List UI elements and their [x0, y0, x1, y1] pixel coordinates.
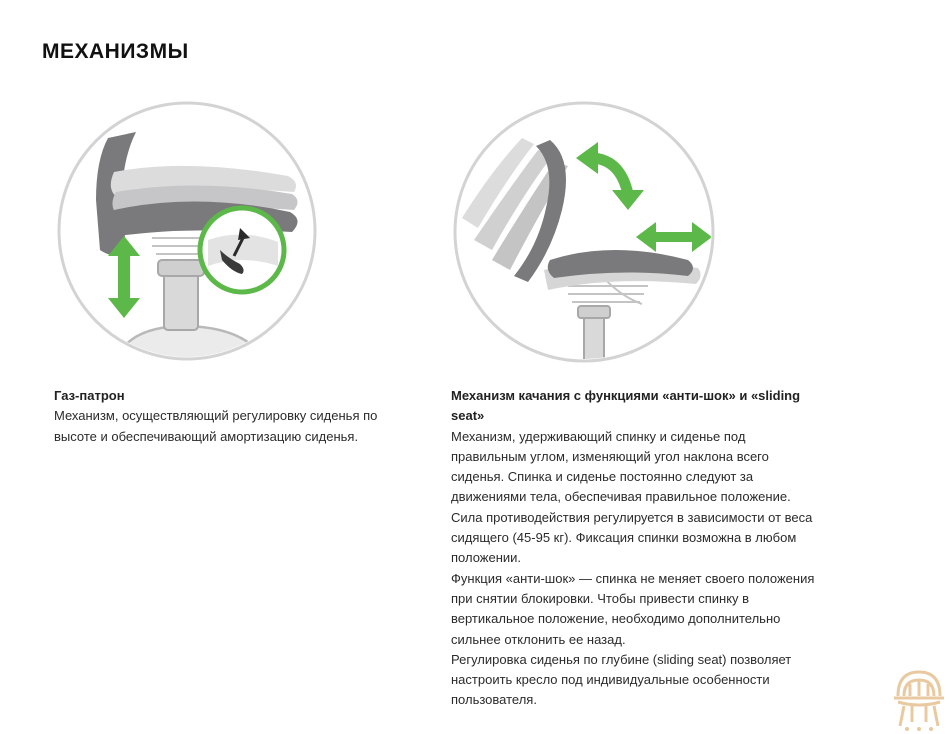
tilt-paragraph-3: Регулировка сиденья по глубине (sliding seat) позволяет настроить кресло под индивидуальные особенности пользователя.	[451, 651, 792, 708]
tilt-heading: Механизм качания с функциями «анти-шок» и «sliding seat»	[451, 388, 801, 424]
gas-lift-description	[54, 386, 414, 447]
tilt-mechanism-chair-illustration	[452, 100, 716, 364]
page-title: МЕХАНИЗМЫ	[42, 40, 189, 63]
tilt-paragraph-2: Функция «анти-шок» — спинка не меняет своего положения при снятии блокировки. Чтобы привести спинку в вертикальное положение, необходимо дополнительно сильнее отклонить ее назад.	[451, 570, 815, 647]
gas-lift-chair-illustration	[56, 100, 318, 362]
tilt-paragraph-1: Механизм, удерживающий спинку и сиденье под правильным углом, изменяющий угол наклона всего сиденья. Спинка и сиденье постоянно следуют за движениями тела, обеспечивая правильное положение. Сила противодействия регулируется в зависимости от веса сидящего (45-95 кг). Фиксация спинки возможна в любом положении.	[451, 428, 813, 566]
tilt-description	[451, 386, 823, 711]
gas-lift-text: Механизм, осуществляющий регулировку сиденья по высоте и обеспечивающий амортизацию сиденья.	[54, 408, 378, 444]
gas-lift-heading: Газ-патрон	[54, 388, 125, 403]
chair-logo-icon	[890, 666, 948, 732]
